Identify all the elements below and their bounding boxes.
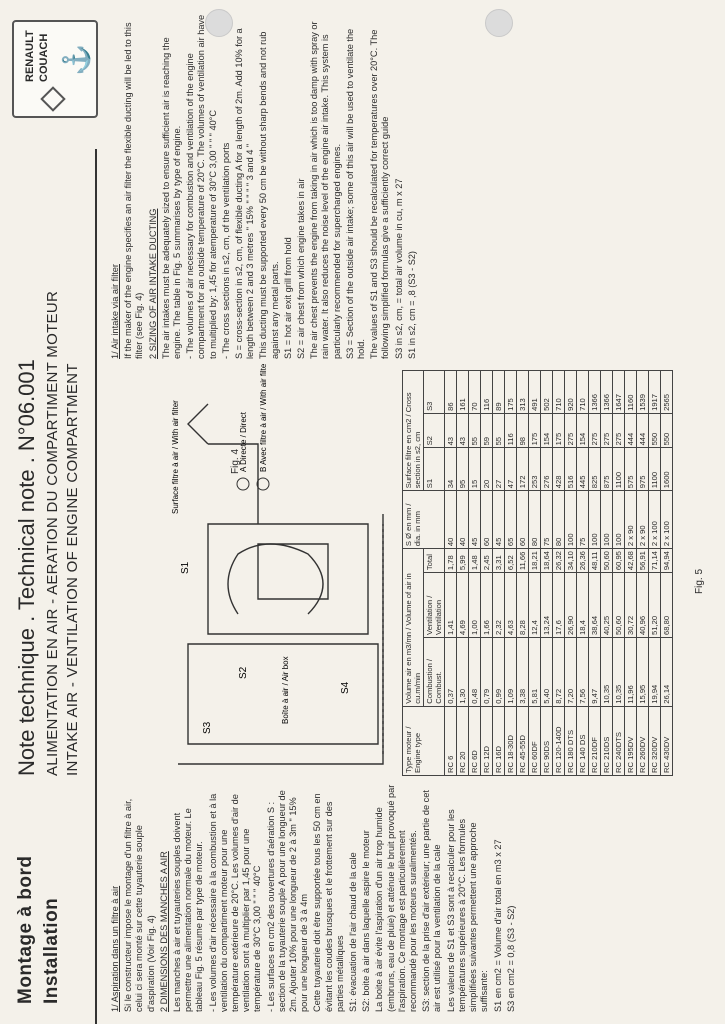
table-cell: 11,66 [517, 549, 529, 573]
table-row [445, 371, 457, 776]
table-cell: 55 [493, 413, 505, 448]
table-cell: RC 120-140D [553, 706, 565, 775]
col-s1: S1 [424, 448, 445, 491]
table-cell: 40 [457, 491, 469, 549]
table-cell: 2,45 [481, 549, 493, 573]
fig-label-filter: Surface filtre à air / With air filter [171, 400, 180, 514]
table-cell: 3,31 [493, 549, 505, 573]
headline-en: INTAKE AIR - VENTILATION OF ENGINE COMPARTMENT [64, 363, 81, 776]
fr-paragraph: La boite à air évite l'aspiration d'un air trop humide (embruns, eau de pluie) et atténue le bruit provoqué par l'aspiration. Ce montage est particulièrement recommandé pour les moteurs suralimentés. [374, 784, 419, 1012]
table-cell: RC 140 DS [577, 706, 589, 775]
table-cell: 5,40 [541, 637, 553, 706]
intake-ducting [228, 544, 323, 614]
fr-formula: S1 en cm2 = Volume d'air total en m3 x 27 [492, 839, 503, 1012]
table-cell: RC 12D [481, 706, 493, 775]
table-row [661, 371, 673, 776]
table-cell: 2 x 90 [637, 491, 649, 549]
fr-paragraph: - Les volumes d'air nécessaire à la combustion et à la ventilation du compartiment moteur pour une température extérieure de 20°C. Les volumes d'air de ventilation sont à multiplier par 1,45 pour une température de 30°C 3,00 " " " 40°C [207, 793, 263, 1012]
fr-paragraph: Les valeurs de S1 et S3 sont à recalculer pour les températures supérieures à 20°C. Les formules simplifiées suivantes permettent une approche suffisante: [445, 809, 490, 1012]
table-cell: 1366 [601, 371, 613, 414]
table-cell: 154 [577, 413, 589, 448]
fig-mark-s1: S1 [180, 561, 191, 574]
table-cell: 428 [553, 448, 565, 491]
fr-paragraph: - Les surfaces en cm2 des ouvertures d'aération S : section de la tuyauterie souple A pour une longueur de 2m. Ajouter 10% pour une longueur de 2 à 3m " 15% pour une longueur de 3 à 4m [265, 790, 310, 1012]
table-cell: 1,00 [469, 573, 481, 638]
table-row [577, 371, 589, 776]
table-cell: 3,38 [517, 637, 529, 706]
table-cell: 1100 [613, 448, 625, 491]
table-cell: RC 45-55D [517, 706, 529, 775]
table-cell: 0,79 [481, 637, 493, 706]
table-cell: 45 [469, 491, 481, 549]
table-cell: 1,09 [505, 637, 517, 706]
table-cell: 59 [481, 413, 493, 448]
section-subtitle: Installation [41, 897, 62, 1004]
table-cell: RC 210DS [601, 706, 613, 775]
fr-paragraph: Cette tuyauterie doit être supportée tous les 50 cm en évitant les coudes brusques et le frottement sur des parties métalliques [312, 793, 345, 1012]
table-cell: 875 [601, 448, 613, 491]
table-cell: 20 [481, 448, 493, 491]
table-cell: 444 [637, 413, 649, 448]
table-cell: 40,96 [637, 573, 649, 638]
table-row [493, 371, 505, 776]
table-cell: 80 [529, 491, 541, 549]
table-cell: 1,66 [481, 573, 493, 638]
brand-logo [12, 20, 98, 118]
table-cell: 2 x 90 [625, 491, 637, 549]
table-cell: 1,78 [445, 549, 457, 573]
table-cell: 71,14 [649, 549, 661, 573]
table-row [517, 371, 529, 776]
en-formula: S1 in s2, cm = ,8 (S3 - S2) [406, 251, 417, 359]
table-cell: RC 260DV [637, 706, 649, 775]
table-cell: 75 [577, 491, 589, 549]
table-cell: 56,91 [637, 549, 649, 573]
fr-heading-2: 2 DIMENSIONS DES MANCHES A AIR [158, 851, 169, 1012]
table-cell: 8,72 [553, 637, 565, 706]
table-cell: 1,41 [445, 573, 457, 638]
table-cell: 13,24 [541, 573, 553, 638]
en-heading-1: 1/ Air intake via air filter [110, 264, 120, 359]
table-cell: 825 [589, 448, 601, 491]
table-cell: 275 [613, 413, 625, 448]
table-row [541, 371, 553, 776]
table-cell: 55 [469, 413, 481, 448]
table-cell: 5,81 [529, 637, 541, 706]
fr-paragraph: S2: boite à air dans laquelle aspire le moteur [361, 830, 372, 1012]
headline-fr: ALIMENTATION EN AIR - AERATION DU COMPARTIMENT MOTEUR [44, 290, 61, 776]
en-paragraph: The air chest prevents the engine from taking in air which is too damp with spray or rain water. It also reduces the noise level of the engine air intake. This system is particularly recommended for supercharged engines. [309, 21, 342, 359]
en-paragraph: S = cross-section in s2, cm, of flexible ducting A for a length of 2m. Add 10% for a length between 2 and 3 metres " 15% " " " " 3 and 4 " [234, 28, 256, 359]
table-cell: 275 [601, 413, 613, 448]
table-row [637, 371, 649, 776]
marker-b-circle [257, 478, 269, 490]
table-cell: 1917 [649, 371, 661, 414]
table-row [529, 371, 541, 776]
table-cell: 7,56 [577, 637, 589, 706]
figure-4-caption: Fig. 4 [230, 448, 241, 474]
french-text-column [110, 782, 519, 1012]
logo-line-1: RENAULT [24, 30, 36, 82]
table-cell: RC 210DF [589, 706, 601, 775]
en-paragraph: S1 = hot air exit grill from hold [282, 237, 293, 359]
table-cell: 98 [517, 413, 529, 448]
fig-label-a: A Directe / Direct [239, 411, 248, 472]
table-cell: 1647 [613, 371, 625, 414]
table-cell: 1,30 [457, 637, 469, 706]
english-text-column [110, 14, 420, 359]
table-cell: 68,80 [661, 573, 673, 638]
table-cell: 0,99 [493, 637, 505, 706]
table-cell: 60 [517, 491, 529, 549]
engine-air-table [402, 370, 673, 776]
table-cell: 313 [517, 371, 529, 414]
col-total: Total [424, 549, 445, 573]
table-cell: 2 x 100 [649, 491, 661, 549]
table-cell: RC 20 [457, 706, 469, 775]
table-cell: RC 240DTS [613, 706, 625, 775]
table-body [445, 371, 673, 776]
table-cell: 550 [649, 413, 661, 448]
table-cell: 5,99 [457, 549, 469, 573]
table-cell: RC 6D [469, 706, 481, 775]
table-row [589, 371, 601, 776]
table-cell: 19,94 [649, 637, 661, 706]
col-combustion: Combustion / Combust. [424, 637, 445, 706]
table-cell: 100 [601, 491, 613, 549]
en-paragraph: - The volumes of air necessary for combustion and ventilation of the engine compartment for an outside temperature of 20°C. The volumes of ventilation air have to multiplied by: 1,45 for atemperature of 30°C 3,00 " " " 40°C [185, 14, 218, 359]
table-cell: 18,21 [529, 549, 541, 573]
table-cell: 253 [529, 448, 541, 491]
table-cell: 710 [577, 371, 589, 414]
table-cell: 1366 [589, 371, 601, 414]
table-cell: RC 90DS [541, 706, 553, 775]
col-s2: S2 [424, 413, 445, 448]
fig-label-air-box: Boîte à air / Air box [281, 656, 290, 724]
table-cell: 26,36 [577, 549, 589, 573]
table-cell: 27 [493, 448, 505, 491]
table-cell: RC 6 [445, 706, 457, 775]
table-cell: 34 [445, 448, 457, 491]
table-cell: 575 [625, 448, 637, 491]
en-paragraph: S3 = Section of the outside air intake; some of this air will be used to ventilate the hold. [344, 28, 367, 359]
section-title: Montage à bord [15, 855, 36, 1004]
figure-4-drawing [148, 364, 398, 784]
table-cell: 1539 [637, 371, 649, 414]
table-cell: 89 [493, 371, 505, 414]
table-cell: 4,63 [505, 573, 517, 638]
en-formula: S3 in s2, cm, = total air volume in cu, m x 27 [393, 178, 404, 359]
table-cell: 50,60 [613, 573, 625, 638]
table-cell: 175 [529, 413, 541, 448]
table-cell: 0,48 [469, 637, 481, 706]
fr-heading-1: 1/ Aspiration dans un filtre à air [110, 885, 120, 1012]
table-cell: 100 [589, 491, 601, 549]
vent-cowl [188, 404, 208, 444]
table-cell: 7,20 [565, 637, 577, 706]
fig-mark-s4: S4 [340, 681, 351, 694]
table-cell: 276 [541, 448, 553, 491]
table-row [469, 371, 481, 776]
en-paragraph: The values of S1 and S3 should be recalculated for temperatures over 20°C. The following simplified formulas give a sufficiently correct guide [369, 29, 391, 359]
table-row [625, 371, 637, 776]
group-surface: Surface filtre en cm2 / Cross section in s2, cm [403, 371, 424, 491]
table-cell: 275 [565, 413, 577, 448]
table-cell: 75 [541, 491, 553, 549]
table-cell: 80 [553, 491, 565, 549]
table-cell: 10,35 [613, 637, 625, 706]
table-cell: RC 16D [493, 706, 505, 775]
table-cell: 444 [625, 413, 637, 448]
table-cell: 40,25 [601, 573, 613, 638]
table-cell: 65 [505, 491, 517, 549]
table-cell: 975 [637, 448, 649, 491]
table-cell: 9,47 [589, 637, 601, 706]
table-cell: 4,69 [457, 573, 469, 638]
table-cell: RC 195DV [625, 706, 637, 775]
table-cell: 38,64 [589, 573, 601, 638]
table-cell: 15,95 [637, 637, 649, 706]
table-cell: 17,6 [553, 573, 565, 638]
table-row [649, 371, 661, 776]
table-cell: 116 [481, 371, 493, 414]
table-cell: 47 [505, 448, 517, 491]
table-cell: 51,20 [649, 573, 661, 638]
figure-4 [148, 364, 398, 784]
col-engine-type: Type moteur / Engine type [403, 706, 445, 775]
col-s3: S3 [424, 371, 445, 414]
table-cell: 6,52 [505, 549, 517, 573]
table-row [601, 371, 613, 776]
table-cell: RC 430DV [661, 706, 673, 775]
table-cell: 2565 [661, 371, 673, 414]
fr-paragraph: Les manches à air et tuyauteries souples doivent permettre une alimentation normale du moteur. Le tableau Fig. 5 résume par type de moteur. [172, 808, 205, 1012]
fr-formula: S3 en cm2 = 0,8 (S3 - S2) [505, 905, 516, 1012]
table-cell: 11,96 [625, 637, 637, 706]
fig-label-b: B Avec filtre à air / With air filter [259, 364, 268, 472]
table-row [481, 371, 493, 776]
fig-mark-s3: S3 [202, 721, 213, 734]
table-cell: 43 [445, 413, 457, 448]
table-row [553, 371, 565, 776]
table-cell: 502 [541, 371, 553, 414]
table-row [565, 371, 577, 776]
group-volume: Volume air en m3/mn / Volume of air in cu.m/min [403, 549, 424, 707]
renault-diamond-icon [40, 86, 65, 111]
table-cell: 710 [553, 371, 565, 414]
fig-mark-s2: S2 [238, 666, 249, 679]
en-paragraph: If the maker of the engine specifies an air filter the flexible ducting will be led to this filter (see Fig. 4) [123, 22, 145, 359]
table-cell: RC 180 DTS [565, 706, 577, 775]
table-cell: 70 [469, 371, 481, 414]
en-paragraph: This ducting must be supported every 50 cm be without sharp bends and not rub against any metal parts. [258, 31, 280, 359]
table-cell: 30,72 [625, 573, 637, 638]
table-row [613, 371, 625, 776]
table-row [505, 371, 517, 776]
table-cell: 1600 [661, 448, 673, 491]
table-cell: 116 [505, 413, 517, 448]
table-cell: 26,14 [661, 637, 673, 706]
table-cell: 445 [577, 448, 589, 491]
table-cell: 18,64 [541, 549, 553, 573]
col-diameter: S Ø en mm / dia. in mm [403, 491, 445, 549]
table-cell: 48,11 [589, 549, 601, 573]
table-cell: 45 [493, 491, 505, 549]
table-cell: 550 [661, 413, 673, 448]
table-cell: 42,68 [625, 549, 637, 573]
anchor-icon: ⚓ [61, 43, 91, 76]
table-cell: 100 [613, 491, 625, 549]
table-cell: 86 [445, 371, 457, 414]
figure-5-caption: Fig. 5 [694, 568, 705, 594]
table-cell: RC 60DF [529, 706, 541, 775]
table-cell: RC 18-30D [505, 706, 517, 775]
air-volume-table [402, 370, 673, 776]
note-title: Note technique . Technical note . N°06.001 [14, 359, 39, 776]
fr-paragraph: S1: évacuation de l'air chaud de la cale [348, 852, 359, 1012]
table-group-header-row [403, 371, 424, 776]
en-paragraph: - The cross sections in s2, cm, of the ventilation ports [220, 142, 231, 359]
table-cell: 26,32 [553, 549, 565, 573]
table-cell: 100 [565, 491, 577, 549]
table-cell: 34,10 [565, 549, 577, 573]
table-cell: 40 [445, 491, 457, 549]
table-cell: 2,32 [493, 573, 505, 638]
marker-a-circle [237, 478, 249, 490]
table-cell: 15 [469, 448, 481, 491]
table-cell: 60 [481, 491, 493, 549]
table-cell: 516 [565, 448, 577, 491]
table-cell: 154 [541, 413, 553, 448]
en-paragraph: S2 = air chest from which engine takes in air [296, 178, 307, 359]
table-cell: 12,4 [529, 573, 541, 638]
table-cell: 1160 [625, 371, 637, 414]
table-cell: 161 [457, 371, 469, 414]
header-rule [95, 149, 97, 1024]
en-heading-2: 2 SIZING OF AIR INTAKE DUCTING [147, 208, 158, 359]
table-cell: 491 [529, 371, 541, 414]
table-cell: 94,94 [661, 549, 673, 573]
table-cell: RC 320DV [649, 706, 661, 775]
engine-block [258, 544, 328, 599]
air-box [208, 524, 368, 634]
table-cell: 172 [517, 448, 529, 491]
table-cell: 175 [553, 413, 565, 448]
table-cell: 10,35 [601, 637, 613, 706]
table-cell: 8,28 [517, 573, 529, 638]
table-cell: 0,37 [445, 637, 457, 706]
table-cell: 60,95 [613, 549, 625, 573]
table-cell: 1100 [649, 448, 661, 491]
table-cell: 275 [589, 413, 601, 448]
logo-line-2: COUACH [38, 33, 50, 82]
table-cell: 26,90 [565, 573, 577, 638]
fr-paragraph: Si le constructeur impose le montage d'un filtre à air, celui ci sera monté sur cette tuyauterie souple d'aspiration (Voir Fig. 4) [123, 798, 156, 1012]
table-cell: 50,60 [601, 549, 613, 573]
table-cell: 1,48 [469, 549, 481, 573]
fr-paragraph: S3: section de la prise d'air extérieur; une partie de cet air est utilisé pour la ventilation de la cale [421, 790, 443, 1012]
en-paragraph: The air intakes must be adequately sized to ensure sufficient air is reaching the engine. The table in Fig. 5 summarises by type of engine. [160, 37, 183, 359]
table-cell: 175 [505, 371, 517, 414]
col-ventilation: Ventilation / Ventilation [424, 573, 445, 638]
table-cell: 2 x 100 [661, 491, 673, 549]
table-cell: 43 [457, 413, 469, 448]
table-cell: 920 [565, 371, 577, 414]
table-cell: 18,4 [577, 573, 589, 638]
table-row [457, 371, 469, 776]
table-cell: 95 [457, 448, 469, 491]
